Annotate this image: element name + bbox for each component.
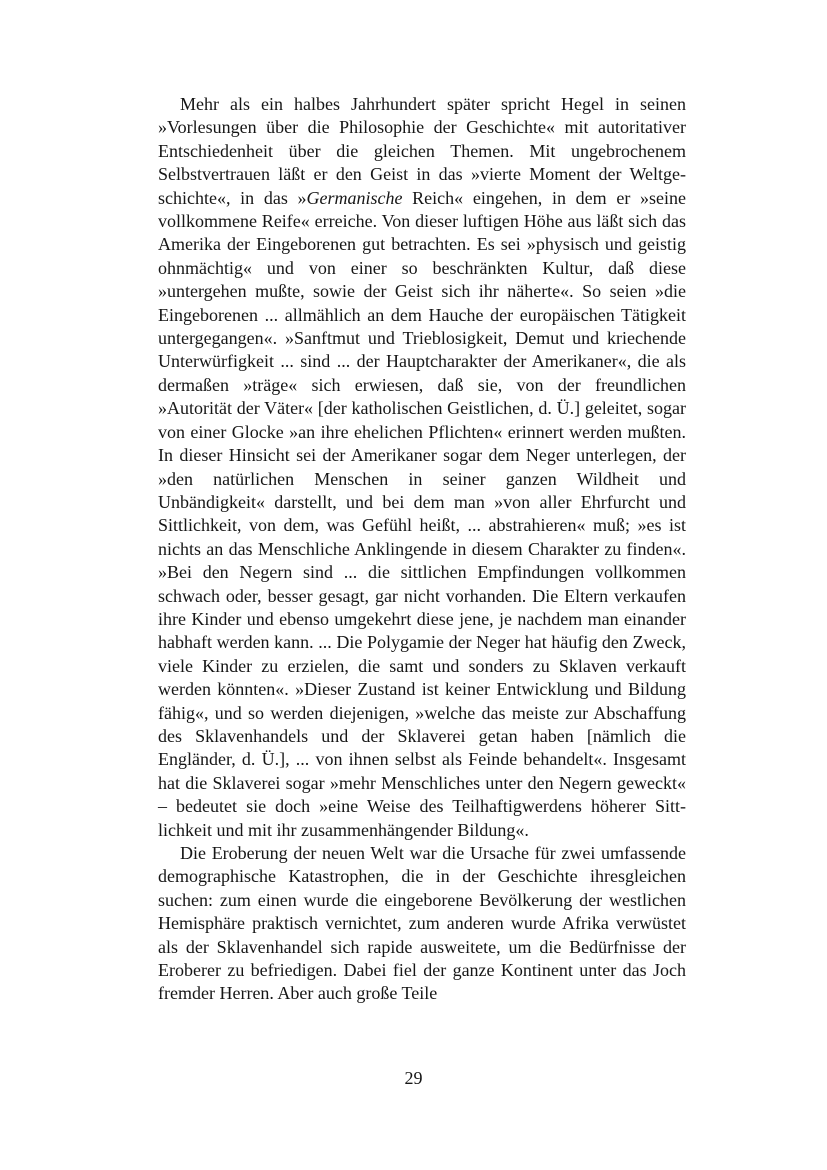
paragraph-text-segment: Mehr als ein halbes Jahrhundert später spricht Hegel in seinen »Vorlesungen über die Philosophie der Geschichte« mit autoritativer Entschiedenheit über die gleichen Themen. Mit ungebrochenem Selbstvertrauen läßt er den Geist in das »vierte Moment der Weltgeschichte«, in das » xyxy=(158,94,686,208)
page-body xyxy=(158,93,686,1006)
paragraph-text-segment: Reich« eingehen, in dem er »seine vollkommene Reife« erreiche. Von dieser luftigen Höhe aus läßt sich das Amerika der Eingeborenen gut betrachten. Es sei »physisch und geistig ohnmächtig« und von einer so beschränkten Kultur, daß diese »untergehen mußte, sowie der Geist sich ihr näherte«. So seien »die Eingeborenen ... allmählich an dem Hauche der europäischen Tätigkeit untergegangen«. »Sanftmut und Trieblosigkeit, Demut und kriechende Unterwürfigkeit ... sind ... der Hauptcharakter der Amerikaner«, die als dermaßen »träge« sich erwiesen, daß sie, von der freundlichen »Autorität der Väter« [der katholischen Geistlichen, d. Ü.] geleitet, sogar von einer Glocke »an ihre ehelichen Pflichten« erinnert werden mußten. In dieser Hinsicht sei der Amerikaner sogar dem Neger unterlegen, der »den natürlichen Menschen in seiner ganzen Wildheit und Unbändigkeit« darstellt, und bei dem man »von aller Ehrfurcht und Sittlichkeit, von dem, was Gefühl heißt, ... abstrahieren« muß; »es ist nichts an das Menschliche Anklingende in diesem Charakter zu finden«. »Bei den Negern sind ... die sittlichen Empfindungen vollkommen schwach oder, besser gesagt, gar nicht vorhanden. Die Eltern verkaufen ihre Kinder und ebenso umgekehrt diese jene, je nachdem man einander habhaft werden kann. ... Die Polygamie der Neger hat häufig den Zweck, viele Kinder zu erzielen, die samt und sonders zu Sklaven verkauft werden könnten«. »Dieser Zustand ist keiner Entwicklung und Bildung fähig«, und so werden diejenigen, »welche das meiste zur Abschaffung des Sklavenhandels und der Sklaverei getan haben [nämlich die Engländer, d. Ü.], ... von ihnen selbst als Feinde behandelt«. Insgesamt hat die Sklaverei sogar »mehr Menschliches unter den Negern geweckt« – bedeutet sie doch »eine Weise des Teilhaftigwerdens höherer Sittlichkeit und mit ihr zusammenhängender Bildung«. xyxy=(158,187,686,840)
paragraph-text-segment: Die Eroberung der neuen Welt war die Ursache für zwei umfassende demographische Katastrophen, die in der Geschichte ihresgleichen suchen: zum einen wurde die eingeborene Bevölkerung der westlichen Hemisphäre praktisch vernichtet, zum anderen wurde Afrika verwüstet als der Sklavenhandel sich rapide ausweitete, um die Bedürfnisse der Eroberer zu befriedigen. Dabei fiel der ganze Kontinent unter das Joch fremder Herren. Aber auch große Teile xyxy=(158,843,686,1004)
paragraph-eroberung xyxy=(158,842,686,1006)
paragraph-hegel xyxy=(158,93,686,842)
page-number: 29 xyxy=(404,1068,423,1088)
italic-term-germanische: Germanische xyxy=(306,187,403,208)
